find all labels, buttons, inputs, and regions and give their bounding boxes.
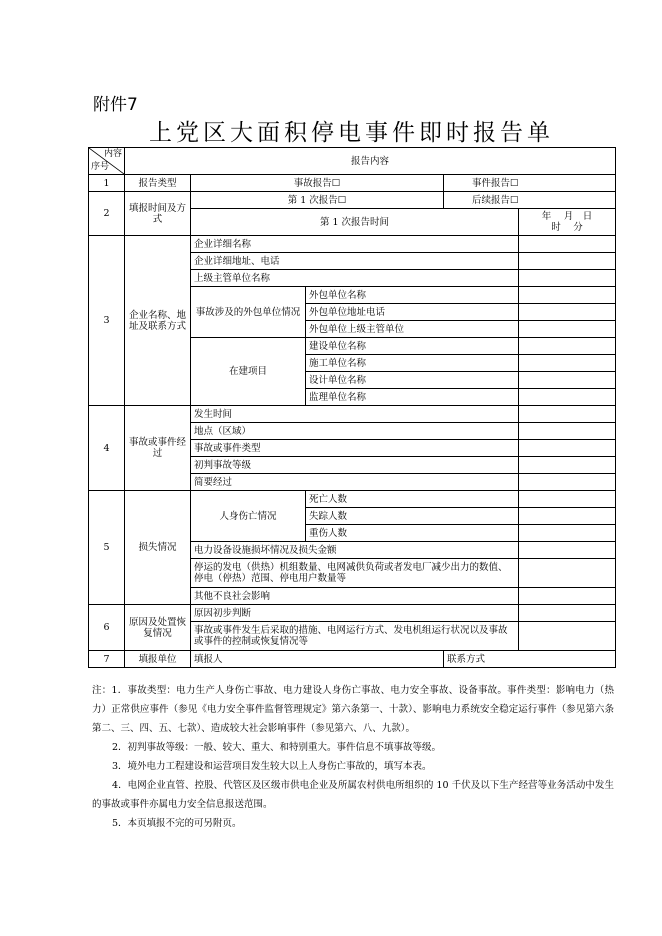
row-number: 2	[89, 192, 125, 236]
row-number: 4	[89, 406, 125, 491]
diag-number-label: 序号	[91, 162, 110, 172]
field-value[interactable]	[519, 304, 616, 321]
note-item: 注：1．事故类型：电力生产人身伤亡事故、电力建设人身伤亡事故、电力安全事故、设备事故。事件类型：影响电力（热力）正常供应事件（参见《电力安全事件监督管理规定》第六条第一、十款）、影响电力系统安全稳定运行事件（参见第六条第二、三、四、五、七款）、造成较大社会影响事件（参见第六、八、九款）。	[92, 685, 614, 734]
row-label: 损失情况	[125, 491, 191, 605]
report-time-parts: 时 分	[551, 222, 583, 233]
field-label: 外包单位地址电话	[306, 304, 519, 321]
row-label: 填报时间及方式	[125, 192, 191, 236]
field-value[interactable]	[519, 508, 616, 525]
row-label: 事故或事件经过	[125, 406, 191, 491]
table-row	[89, 406, 616, 423]
field-value[interactable]	[519, 406, 616, 423]
page-title: 上党区大面积停电事件即时报告单	[149, 120, 554, 146]
field-value[interactable]	[519, 270, 616, 287]
report-date-parts: 年 月 日	[541, 211, 593, 222]
row-number: 3	[89, 236, 125, 406]
field-label: 企业详细名称	[191, 236, 519, 253]
table-row	[89, 175, 616, 192]
field-value[interactable]	[519, 605, 616, 622]
field-value[interactable]	[519, 542, 616, 559]
field-value[interactable]	[519, 253, 616, 270]
table-row	[89, 605, 616, 622]
construction-group-label: 在建项目	[191, 338, 306, 406]
field-value[interactable]	[519, 491, 616, 508]
row-number: 7	[89, 651, 125, 668]
field-label: 设计单位名称	[306, 372, 519, 389]
diag-content-label: 内容	[103, 149, 122, 159]
row-number: 6	[89, 605, 125, 651]
content-header: 报告内容	[125, 148, 616, 175]
report-form-table	[88, 147, 616, 668]
row-label: 填报单位	[125, 651, 191, 668]
field-value[interactable]	[519, 355, 616, 372]
field-value[interactable]	[519, 236, 616, 253]
field-label: 事故或事件类型	[191, 440, 519, 457]
field-value[interactable]	[519, 287, 616, 304]
field-value[interactable]	[519, 423, 616, 440]
accident-report-option[interactable]: 事故报告☐	[191, 175, 444, 192]
row-number: 1	[89, 175, 125, 192]
field-label: 死亡人数	[306, 491, 519, 508]
notes-section	[92, 681, 614, 833]
row-label: 原因及处置恢复情况	[125, 605, 191, 651]
note-item: 5．本页填报不完的可另附页。	[112, 818, 242, 829]
field-label: 外包单位上级主管单位	[306, 321, 519, 338]
field-label: 停运的发电（供热）机组数量、电网减供负荷或者发电厂减少出力的数值、停电（停热）范围、停电用户数量等	[191, 559, 519, 588]
casualty-group-label: 人身伤亡情况	[191, 491, 306, 542]
field-label: 失踪人数	[306, 508, 519, 525]
field-label: 初判事故等级	[191, 457, 519, 474]
first-report-option[interactable]: 第 1 次报告☐	[191, 192, 444, 209]
field-value[interactable]	[519, 321, 616, 338]
first-report-time-label: 第 1 次报告时间	[191, 209, 519, 236]
field-label: 企业详细地址、电话	[191, 253, 519, 270]
field-value[interactable]	[519, 559, 616, 588]
field-value[interactable]	[519, 457, 616, 474]
field-value[interactable]	[519, 372, 616, 389]
field-label: 监理单位名称	[306, 389, 519, 406]
row-label: 企业名称、地址及联系方式	[125, 236, 191, 406]
field-label: 地点（区域）	[191, 423, 519, 440]
field-value[interactable]	[519, 474, 616, 491]
table-row	[89, 192, 616, 209]
contact-label[interactable]: 联系方式	[444, 651, 616, 668]
outsourcing-group-label: 事故涉及的外包单位情况	[191, 287, 306, 338]
table-row	[89, 491, 616, 508]
diagonal-header-cell	[89, 148, 125, 175]
field-value[interactable]	[519, 338, 616, 355]
field-label: 原因初步判断	[191, 605, 519, 622]
field-label: 重伤人数	[306, 525, 519, 542]
field-value[interactable]	[519, 389, 616, 406]
event-report-option[interactable]: 事件报告☐	[444, 175, 616, 192]
field-label: 上级主管单位名称	[191, 270, 519, 287]
field-value[interactable]	[519, 440, 616, 457]
field-label: 施工单位名称	[306, 355, 519, 372]
followup-report-option[interactable]: 后续报告☐	[444, 192, 616, 209]
field-label: 发生时间	[191, 406, 519, 423]
row-number: 5	[89, 491, 125, 605]
table-row	[89, 651, 616, 668]
note-item: 3．境外电力工程建设和运营项目发生较大以上人身伤亡事故的，填写本表。	[112, 761, 432, 772]
table-header-row	[89, 148, 616, 175]
report-time-field[interactable]	[519, 209, 616, 236]
note-item: 4．电网企业直管、控股、代管区及区级市供电企业及所属农村供电所组织的 10 千伏及以下生产经营等业务活动中发生的事故或事件亦属电力安全信息报送范围。	[92, 780, 614, 810]
field-label: 其他不良社会影响	[191, 588, 519, 605]
field-value[interactable]	[519, 525, 616, 542]
field-value[interactable]	[519, 588, 616, 605]
note-item: 2．初判事故等级：一般、较大、重大、和特别重大。事件信息不填事故等级。	[112, 742, 442, 753]
field-label: 电力设备设施损坏情况及损失金额	[191, 542, 519, 559]
attachment-label: 附件7	[93, 95, 138, 115]
field-label: 简要经过	[191, 474, 519, 491]
field-value[interactable]	[519, 622, 616, 651]
field-label: 外包单位名称	[306, 287, 519, 304]
table-row	[89, 236, 616, 253]
filler-label[interactable]: 填报人	[191, 651, 444, 668]
field-label: 事故或事件发生后采取的措施、电网运行方式、发电机组运行状况以及事故或事件的控制或恢复情况等	[191, 622, 519, 651]
field-label: 建设单位名称	[306, 338, 519, 355]
row-label: 报告类型	[125, 175, 191, 192]
